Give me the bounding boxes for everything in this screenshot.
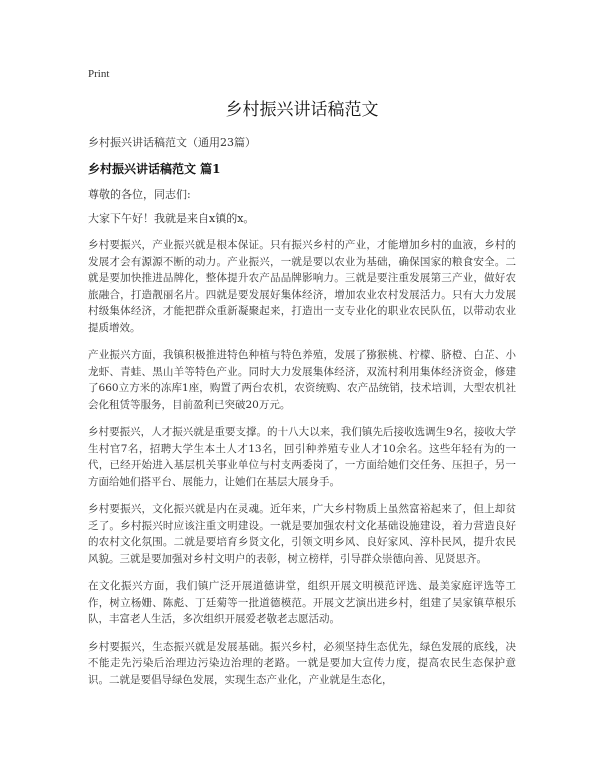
- paragraph: 乡村要振兴，生态振兴就是发展基础。振兴乡村，必须坚持生态优先，绿色发展的底线，决不能走先污染后治理边污染边治理的老路。一就是要加大宣传力度，提高农民生态保护意识。二就是要倡导绿色发展，实现生态产业化，产业就是生态化，: [88, 640, 516, 686]
- paragraph: 乡村要振兴，产业振兴就是根本保证。只有振兴乡村的产业，才能增加乡村的血液，乡村的发展才会有源源不断的动力。产业振兴，一就是要以农业为基础，确保国家的粮食安全。二就是要加快推进品牌化，整体提升农产品品牌影响力。三就是要注重发展第三产业，做好农旅融合，打造靓丽名片。四就是要发展好集体经济，增加农业农村发展活力。只有大力发展村级集体经济，才能把群众重新凝聚起来，打造出一支专业化的职业农民队伍，以带动农业提质增效。: [88, 239, 516, 334]
- document-body: [88, 237, 516, 699]
- paragraph: 在文化振兴方面，我们镇广泛开展道德讲堂，组织开展文明模范评选、最美家庭评选等工作，树立杨姗、陈彪、丁廷菊等一批道德模范。开展文艺演出进乡村，组建了吴家镇草根乐队，丰富老人生活，多次组织开展爱老敬老志愿活动。: [88, 580, 516, 625]
- print-label: Print: [88, 68, 110, 80]
- greeting-intro: 大家下午好！我就是来自x镇的x。: [88, 212, 255, 225]
- paragraph: 产业振兴方面，我镇积极推进特色种植与特色养殖，发展了猕猴桃、柠檬、脐橙、白芷、小龙虾、青蛙、黑山羊等特色产业。同时大力发展集体经济，双流村利用集体经济资金，修建了660立方米的冻库1座，购置了两台农机，农资统购、农产品统销，技术培训，大型农机社会化租赁等服务，目前盈利已突破20万元。: [88, 349, 516, 411]
- section-heading: 乡村振兴讲话稿范文 篇1: [88, 162, 221, 176]
- paragraph: 乡村要振兴，人才振兴就是重要支撑。的十八大以来，我们镇先后接收选调生9名，接收大学生村官7名，招聘大学生本土人才13名，回引种养殖专业人才10余名。这些年轻有为的一代，已经开始进入基层机关事业单位与村支两委岗了，一方面给她们交任务、压担子，另一方面给她们搭平台、展能力，让她们在基层大展身手。: [88, 426, 516, 488]
- greeting-salutation: 尊敬的各位，同志们:: [88, 188, 191, 201]
- document-subtitle: 乡村振兴讲话稿范文（通用23篇）: [88, 136, 256, 149]
- paragraph: 乡村要振兴，文化振兴就是内在灵魂。近年来，广大乡村物质上虽然富裕起来了，但上却贫乏了。乡村振兴时应该注重文明建设。一就是要加强农村文化基础设施建设，着力营造良好的农村文化氛围。二就是要培育乡贤文化，引领文明乡风、良好家风、淳朴民风，提升农民风貌。三就是要加强对乡村文明户的表彰，树立榜样，引导群众崇德向善、见贤思齐。: [88, 503, 516, 565]
- document-title: 乡村振兴讲话稿范文: [225, 100, 379, 120]
